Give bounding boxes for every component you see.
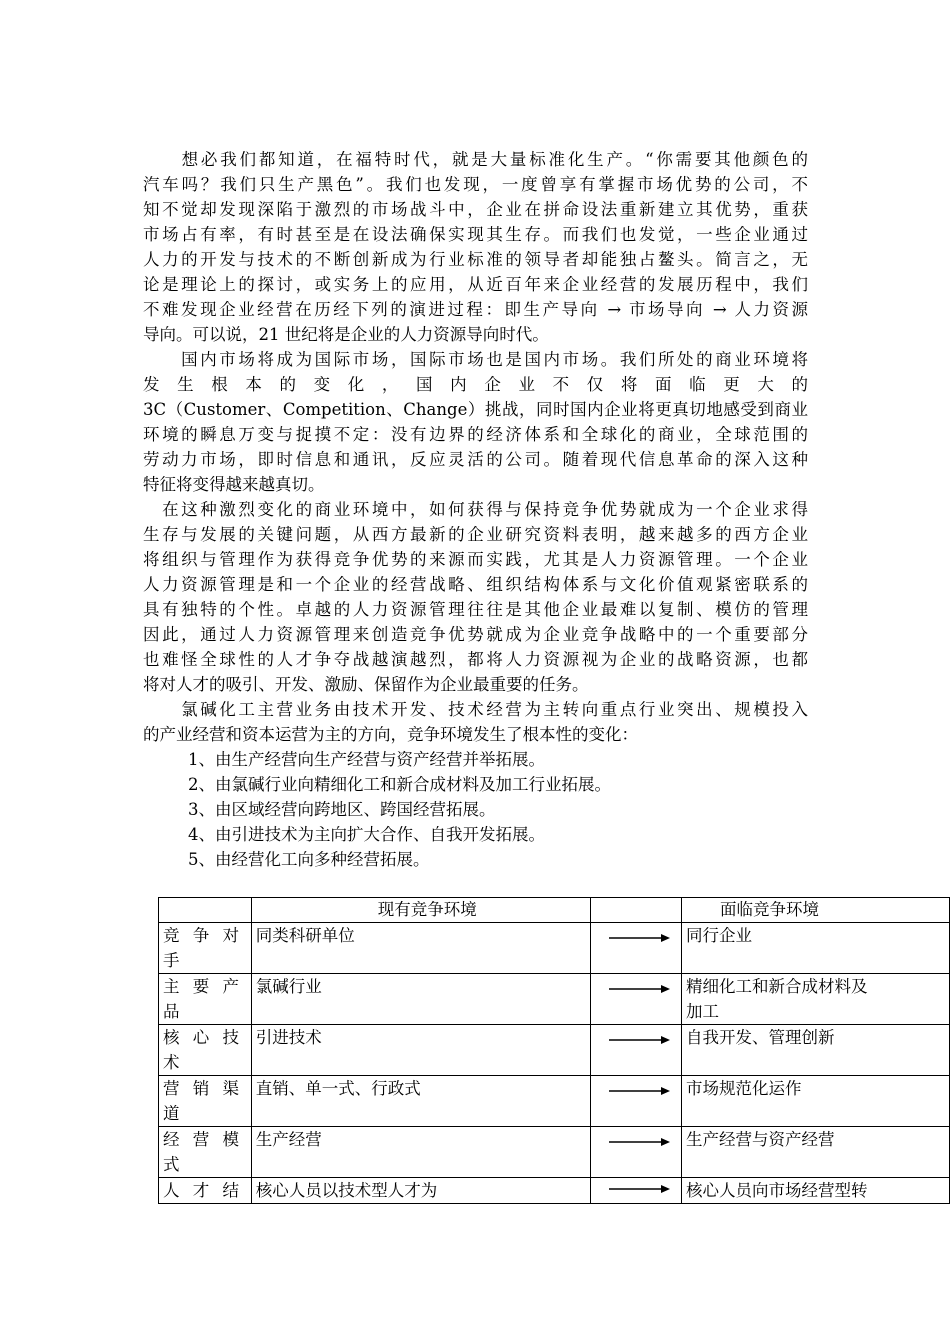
future-env-text: 同行企业: [686, 926, 753, 945]
arrow-cell: [591, 1127, 682, 1178]
text-line: 市场占有率，有时甚至是在设法确保实现其生存。而我们也发觉，一些企业通过: [143, 225, 808, 244]
paragraph-4: [143, 697, 808, 747]
text-line: 在这种激烈变化的商业环境中，如何获得与保持竞争优势就成为一个企业求得: [143, 500, 808, 519]
row-label: 经营模: [163, 1130, 239, 1149]
list-item: 4、由引进技术为主向扩大合作、自我开发拓展。: [188, 825, 545, 844]
row-label-cont: 品: [163, 1002, 180, 1021]
list-item: 1、由生产经营向生产经营与资产经营并举拓展。: [188, 750, 545, 769]
future-env-cell: [682, 1025, 950, 1076]
row-label: 竞争对: [163, 926, 239, 945]
table-row: [159, 1025, 950, 1076]
header-future-env: 面临竞争环境: [682, 898, 950, 923]
current-env-cell: 同类科研单位: [251, 923, 591, 974]
text-line: 人力资源管理是和一个企业的经营战略、组织结构体系与文化价值观紧密联系的: [143, 575, 808, 594]
arrow-cell: [591, 1025, 682, 1076]
header-empty-cell: [159, 898, 252, 923]
right-arrow-icon: [609, 933, 671, 943]
text-line: 发 生 根 本 的 变 化 ， 国 内 企 业 不 仅 将 面 临 更 大 的: [143, 375, 808, 394]
text-line: 氯碱化工主营业务由技术开发、技术经营为主转向重点行业突出、规模投入: [143, 700, 808, 719]
right-arrow-icon: [609, 1137, 671, 1147]
arrow-cell: [591, 923, 682, 974]
future-env-cell: [682, 974, 950, 1025]
row-label-cont: 式: [163, 1155, 180, 1174]
future-env-cell: [682, 923, 950, 974]
table-row: [159, 974, 950, 1025]
arrow-cell: [591, 974, 682, 1025]
row-label-cell: [159, 1178, 252, 1204]
row-label-cell: [159, 1025, 252, 1076]
list-item: 5、由经营化工向多种经营拓展。: [188, 850, 430, 869]
future-env-text: 精细化工和新合成材料及: [686, 977, 868, 996]
text-line: 的产业经营和资本运营为主的方向，竞争环境发生了根本性的变化：: [143, 725, 638, 744]
text-line: 生存与发展的关键问题，从西方最新的企业研究资料表明，越来越多的西方企业: [143, 525, 808, 544]
text-line: 将对人才的吸引、开发、激励、保留作为企业最重要的任务。: [143, 675, 589, 694]
future-env-cell: [682, 1076, 950, 1127]
text-line: 也难怪全球性的人才争夺战越演越烈，都将人力资源视为企业的战略资源，也都: [143, 650, 808, 669]
row-label-cell: [159, 1127, 252, 1178]
row-label-cont: 道: [163, 1104, 180, 1123]
header-arrow-cell: [591, 898, 682, 923]
text-line: 劳动力市场，即时信息和通讯，反应灵活的公司。随着现代信息革命的深入这种: [143, 450, 808, 469]
current-env-cell: 氯碱行业: [251, 974, 591, 1025]
text-line: 不难发现企业经营在历经下列的演进过程：即生产导向 → 市场导向 → 人力资源: [143, 300, 808, 319]
current-env-cell: 生产经营: [251, 1127, 591, 1178]
row-label: 人才结: [163, 1181, 239, 1200]
text-line: 特征将变得越来越真切。: [143, 475, 325, 494]
row-label-cont: 手: [163, 951, 180, 970]
future-env-text: 市场规范化运作: [686, 1079, 802, 1098]
row-label: 主要产: [163, 977, 239, 996]
text-line: 导向。可以说，21 世纪将是企业的人力资源导向时代。: [143, 325, 549, 344]
list-item: 3、由区域经营向跨地区、跨国经营拓展。: [188, 800, 496, 819]
text-line: 因此，通过人力资源管理来创造竞争优势就成为企业竞争战略中的一个重要部分: [143, 625, 808, 644]
row-label-cell: [159, 1076, 252, 1127]
future-env-text: 自我开发、管理创新: [686, 1028, 835, 1047]
right-arrow-icon: [609, 984, 671, 994]
text-line: 环境的瞬息万变与捉摸不定：没有边界的经济体系和全球化的商业，全球范围的: [143, 425, 808, 444]
current-env-cell: 直销、单一式、行政式: [251, 1076, 591, 1127]
table-row: [159, 923, 950, 974]
right-arrow-icon: [609, 1035, 671, 1045]
text-line: 具有独特的个性。卓越的人力资源管理往往是其他企业最难以复制、模仿的管理: [143, 600, 808, 619]
current-env-cell: 核心人员以技术型人才为: [251, 1178, 591, 1204]
text-line: 论是理论上的探讨，或实务上的应用，从近百年来企业经营的发展历程中，我们: [143, 275, 808, 294]
text-line: 人力的开发与技术的不断创新成为行业标准的领导者却能独占鳌头。简言之，无: [143, 250, 808, 269]
paragraph-3: [143, 497, 808, 697]
table-row: [159, 1127, 950, 1178]
table-row: [159, 1178, 950, 1204]
row-label-cell: [159, 974, 252, 1025]
future-env-cell: [682, 1127, 950, 1178]
header-current-env: 现有竞争环境: [251, 898, 591, 923]
table-row: [159, 1076, 950, 1127]
text-line: 将组织与管理作为获得竞争优势的来源而实践，尤其是人力资源管理。一个企业: [143, 550, 808, 569]
row-label: 核心技: [163, 1028, 239, 1047]
paragraph-1: [143, 147, 808, 347]
paragraph-2: [143, 347, 808, 497]
row-label-cont: 术: [163, 1053, 180, 1072]
table-header-row: [159, 898, 950, 923]
text-line: 知不觉却发现深陷于激烈的市场战斗中，企业在拼命设法重新建立其优势，重获: [143, 200, 808, 219]
future-env-text: 核心人员向市场经营型转: [686, 1181, 868, 1200]
text-line: 3C（Customer、Competition、Change）挑战，同时国内企业将更真切地感受到商业: [143, 400, 808, 419]
list-item: 2、由氯碱行业向精细化工和新合成材料及加工行业拓展。: [188, 775, 611, 794]
competition-comparison-table: [158, 897, 950, 1204]
right-arrow-icon: [609, 1184, 671, 1194]
future-env-cell: [682, 1178, 950, 1204]
arrow-cell: [591, 1178, 682, 1204]
text-line: 汽车吗？我们只生产黑色”。我们也发现，一度曾享有掌握市场优势的公司，不: [143, 175, 808, 194]
future-env-text: 生产经营与资产经营: [686, 1130, 835, 1149]
current-env-cell: 引进技术: [251, 1025, 591, 1076]
text-line: 国内市场将成为国际市场，国际市场也是国内市场。我们所处的商业环境将: [143, 350, 808, 369]
text-line: 想必我们都知道，在福特时代，就是大量标准化生产。“你需要其他颜色的: [143, 150, 808, 169]
right-arrow-icon: [609, 1086, 671, 1096]
future-env-text-cont: 加工: [686, 1002, 720, 1021]
arrow-cell: [591, 1076, 682, 1127]
row-label: 营销渠: [163, 1079, 239, 1098]
row-label-cell: [159, 923, 252, 974]
